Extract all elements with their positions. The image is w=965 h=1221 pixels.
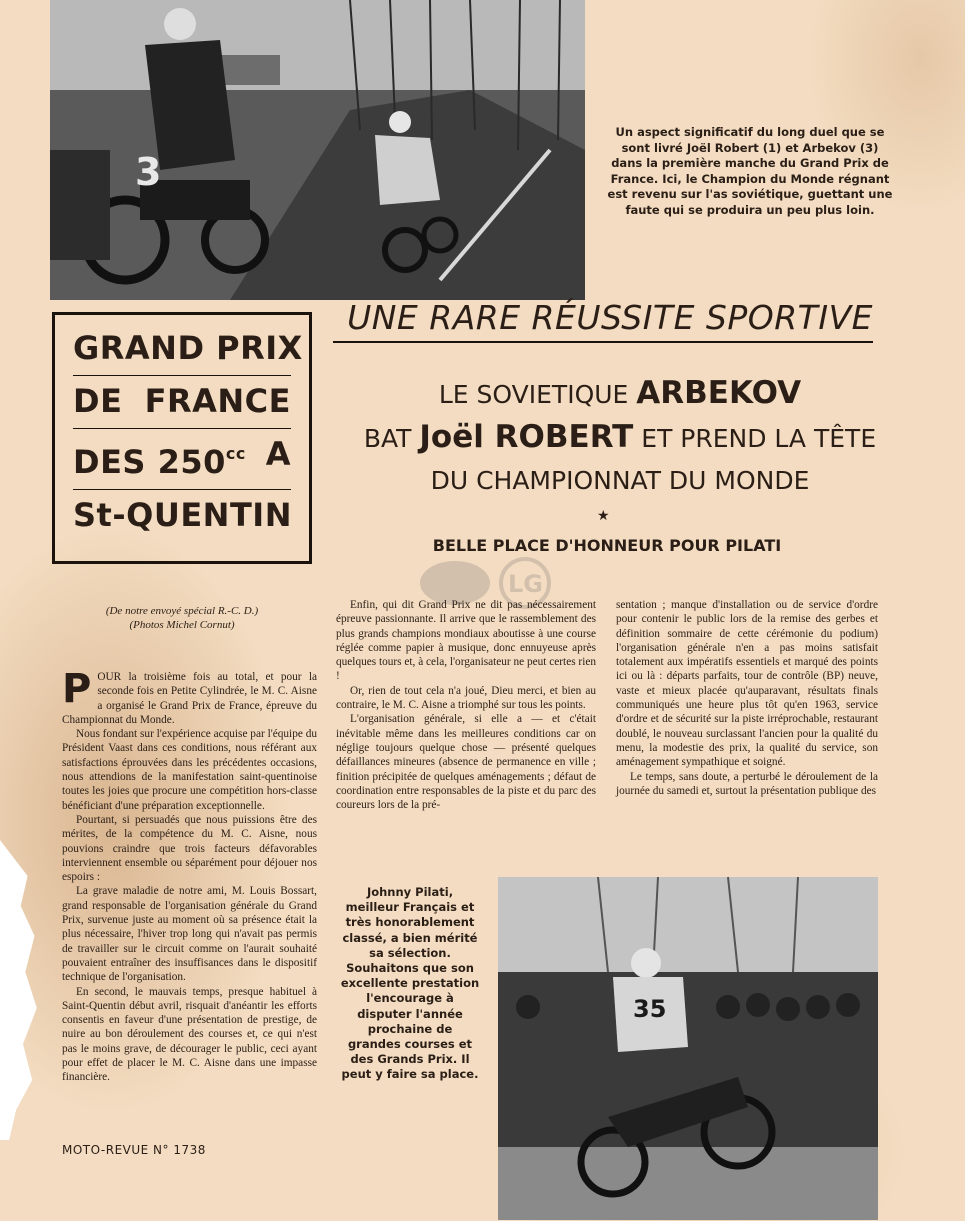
headline-line-2: BAT Joël ROBERT ET PREND LA TÊTE xyxy=(363,419,877,455)
photo-pilati xyxy=(498,877,878,1220)
title-line-4 xyxy=(73,490,291,542)
paragraph: L'organisation générale, si elle a — et c'était inévitable même dans les meilleures conditions car on néglige toujours quelque chose — présenté quelques défaillances mineures (absence de permanence en ville ; finition précipitée de quelques aménagements ; défaut de coordination entre responsables de la piste et du parc des coureurs lors de la pré- xyxy=(336,713,596,812)
headline-line-3: DU CHAMPIONNAT DU MONDE xyxy=(430,466,810,495)
paragraph: sentation ; manque d'installation ou de service d'ordre pour contenir le public lors de la remise des gerbes et définition sommaire de cette cérémonie du podium) l'organisation générale n'en a pas moins satisfait totalement aux impératifs essentiels et marqué des points ici ou là : départs parfaits, tour de contrôle (BP) neuve, vaste et mieux placée qu'auparavant, résultats finals communiqués une heure plus tôt qu'en 1963, service d'ordre et de sécurité sur la piste irréprochable, restaurant doublé, le nouveau surclassant l'ancien pour la qualité du menu, la modestie des prix, la qualité du service, son aménagement sympathique et soigné. xyxy=(616,599,878,769)
title-st-quentin: St-QUENTIN xyxy=(73,496,292,534)
svg-text:3: 3 xyxy=(135,150,162,194)
headline-joel-robert: Joël ROBERT xyxy=(419,419,634,455)
title-line-3 xyxy=(73,429,291,490)
paragraph: La grave maladie de notre ami, M. Louis Bossart, grand responsable de l'organisation générale du Grand Prix, survenue juste au moment où sa présence était la plus nécessaire, l'hiver trop long qui n'avait pas permis de travailler sur le circuit comme on l'aurait souhaité pouvaient entraîner des insuffisances dans le dispositif technique de l'organisation. xyxy=(62,885,317,984)
paragraph: Pourtant, si persuadés que nous puissions être des mérites, de la compétence du M. C. Aisne, nous pouvions craindre que trois facteurs défavorables interviennent ensemble ou séparément pour déjouer nos espoirs : xyxy=(62,813,317,884)
title-a: A xyxy=(265,435,291,473)
title-des-250: DES $250^{cc}$ xyxy=(73,443,246,481)
title-cc: cc xyxy=(225,444,246,463)
paragraph: En second, le mauvais temps, presque habituel à Saint-Quentin début avril, risquait d'anéantir les efforts consentis en faveur d'une présentation de prestige, de nuire au bon déroulement des courses et, ce qui n'est pas le moins grave, de décourager le public, ceci ayant pour effet de placer le M. C. Aisne dans une impasse financière. xyxy=(62,985,317,1084)
article-column-3 xyxy=(616,598,878,798)
svg-text:LG: LG xyxy=(508,570,543,598)
byline-photos: (Photos Michel Cornut) xyxy=(129,619,235,631)
title-de: DE xyxy=(73,382,123,420)
footer-issue: MOTO-REVUE N° 1738 xyxy=(62,1143,206,1157)
main-headline xyxy=(330,372,910,502)
photo-top-duel xyxy=(50,0,585,300)
photo-top-illustration xyxy=(50,0,585,300)
photo-pilati-illustration xyxy=(498,877,878,1220)
headline-line-1: LE SOVIETIQUE ARBEKOV xyxy=(438,375,802,411)
title-grand-prix: GRAND PRIX xyxy=(73,329,303,367)
paragraph: Le temps, sans doute, a perturbé le déroulement de la journée du samedi et, surtout la présentation publique des xyxy=(616,770,878,797)
svg-text:35: 35 xyxy=(633,995,667,1023)
star-separator: ★ xyxy=(597,508,610,524)
article-column-1 xyxy=(62,666,317,1085)
title-line-2 xyxy=(73,376,291,429)
kicker-headline: UNE RARE RÉUSSITE SPORTIVE xyxy=(333,298,873,343)
side-photo-caption: Johnny Pilati, meilleur Français et très honorablement classé, a bien mérité sa sélection. Souhaitons que son excellente prestation l'encourage à disputer l'année prochaine de grandes courses et des Grands Prix. Il peut y faire sa place. xyxy=(340,885,480,1082)
paragraph: Nous fondant sur l'expérience acquise par l'équipe du Président Vaast dans ces conditions, nous référant aux satisfactions éprouvées dans les précédentes occasions, nous attendions de la manifestation saint-quentinoise toutes les joies que procure une compétition hors-classe bénéficiant d'une préparation exceptionnelle. xyxy=(62,728,317,812)
title-box xyxy=(52,312,312,564)
paragraph: Or, rien de tout cela n'a joué, Dieu merci, et bien au contraire, le M. C. Aisne a triomphé sur tous les points. xyxy=(336,684,596,712)
title-line-1 xyxy=(73,323,303,376)
subheadline: BELLE PLACE D'HONNEUR POUR PILATI xyxy=(432,536,782,555)
headline-arbekov: ARBEKOV xyxy=(636,375,802,411)
paragraph: Enfin, qui dit Grand Prix ne dit pas nécessairement épreuve passionnante. Il arrive que le rassemblement des plus grands champions mondiaux aboutisse à une course réglée comme papier à musique, donc ennuyeuse après quelques tours et, à cela, l'organisateur ne peut certes rien ! xyxy=(336,599,596,683)
article-column-2 xyxy=(336,598,596,812)
byline-envoye: (De notre envoyé spécial R.-C. D.) xyxy=(105,605,259,617)
paragraph: POUR la troisième fois au total, et pour la seconde fois en Petite Cylindrée, le M. C. Aisne a organisé le Grand Prix de France, épreuve du Championnat du Monde. xyxy=(62,666,317,726)
top-photo-caption: Un aspect significatif du long duel que se sont livré Joël Robert (1) et Arbekov (3) dans la première manche du Grand Prix de France. Ici, le Champion du Monde régnant est revenu sur l'as soviétique, guettant une faute qui se produira un peu plus loin. xyxy=(607,125,893,217)
drop-cap: P xyxy=(62,666,92,712)
title-france: FRANCE xyxy=(144,382,291,420)
byline xyxy=(62,604,302,632)
